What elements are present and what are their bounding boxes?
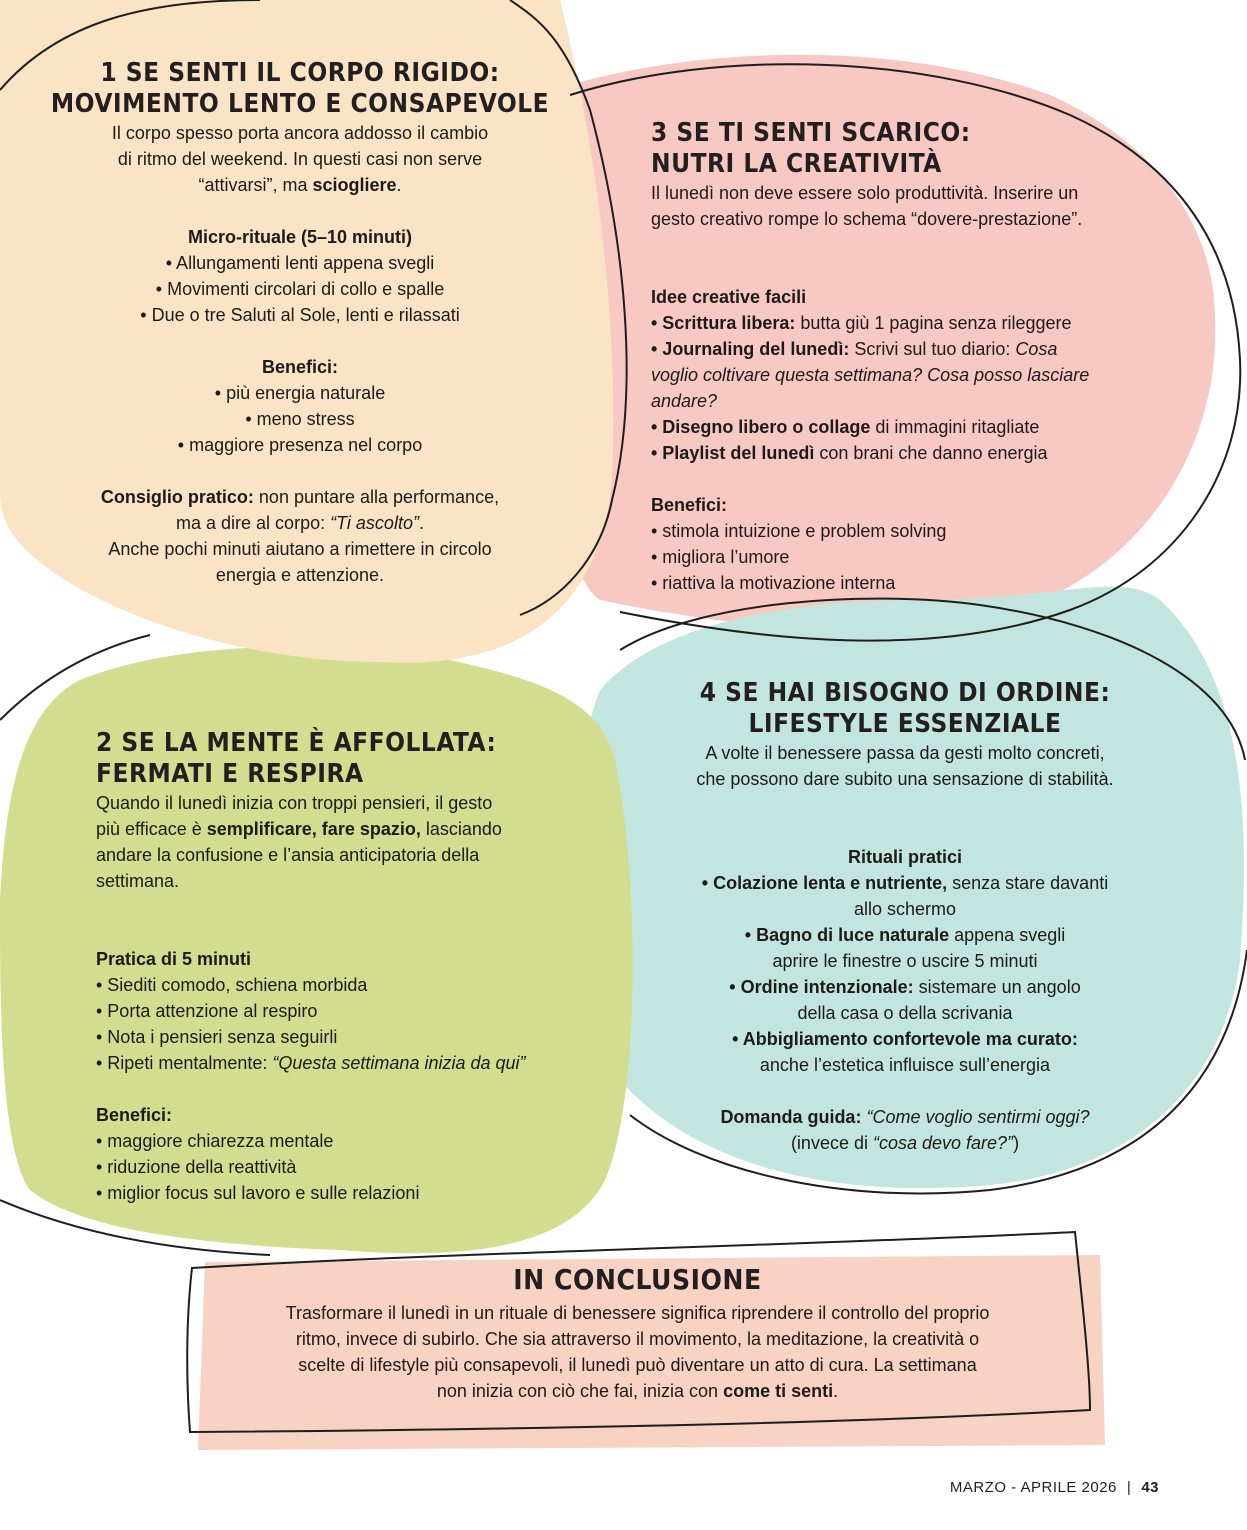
text: (invece di bbox=[790, 1133, 873, 1153]
section-1 bbox=[50, 58, 550, 588]
footer-separator: | bbox=[1126, 1479, 1132, 1496]
text: • Ripeti mentalmente: bbox=[96, 1053, 273, 1073]
tip-line bbox=[50, 510, 550, 536]
conclusion-line bbox=[200, 1378, 1075, 1404]
benefici-heading: Benefici: bbox=[96, 1105, 173, 1125]
idee-heading: Idee creative facili bbox=[651, 287, 807, 307]
conclusion-line: scelte di lifestyle più consapevoli, il lunedì può diventare un atto di cura. La settimana bbox=[298, 1355, 977, 1375]
item-label: • Abbigliamento confortevole ma curato: bbox=[732, 1029, 1078, 1049]
section-2-intro-line: Quando il lunedì inizia con troppi pensieri, il gesto bbox=[96, 793, 493, 813]
text: butta giù 1 pagina senza rileggere bbox=[795, 313, 1072, 333]
section-4 bbox=[650, 678, 1160, 1156]
quote: andare? bbox=[651, 391, 718, 411]
question-label: Domanda guida: bbox=[720, 1107, 862, 1127]
quote: voglio coltivare questa settimana? Cosa posso lasciare bbox=[651, 365, 1090, 385]
list-item: • stimola intuizione e problem solving bbox=[651, 521, 947, 541]
tip-line: energia e attenzione. bbox=[215, 565, 385, 585]
section-2-title-line-1: 2 SE LA MENTE È AFFOLLATA: bbox=[96, 728, 497, 758]
section-2 bbox=[96, 728, 606, 1206]
list-item bbox=[96, 1050, 606, 1076]
list-item-cont: aprire le finestre o uscire 5 minuti bbox=[772, 951, 1038, 971]
text: più efficace è bbox=[96, 819, 207, 839]
list-item: • maggiore chiarezza mentale bbox=[96, 1131, 334, 1151]
text: con brani che danno energia bbox=[814, 443, 1048, 463]
section-2-intro-line bbox=[96, 816, 606, 842]
section-3 bbox=[651, 118, 1161, 596]
list-item: • meno stress bbox=[245, 409, 355, 429]
list-item: • Due o tre Saluti al Sole, lenti e rilassati bbox=[140, 305, 460, 325]
list-item: • Porta attenzione al respiro bbox=[96, 1001, 318, 1021]
section-3-title-line-2: NUTRI LA CREATIVITÀ bbox=[651, 149, 942, 179]
item-label: • Ordine intenzionale: bbox=[729, 977, 914, 997]
text: sistemare un angolo bbox=[913, 977, 1081, 997]
tip-line: Anche pochi minuti aiutano a rimettere in circolo bbox=[108, 539, 492, 559]
conclusion-line: ritmo, invece di subirlo. Che sia attraverso il movimento, la meditazione, la creatività o bbox=[295, 1329, 980, 1349]
tip-line bbox=[50, 484, 550, 510]
section-1-intro-line: di ritmo del weekend. In questi casi non serve bbox=[117, 149, 483, 169]
conclusion-line: Trasformare il lunedì in un rituale di benessere significa riprendere il controllo del proprio bbox=[285, 1303, 990, 1323]
list-item bbox=[650, 870, 1160, 896]
list-item bbox=[651, 414, 1161, 440]
list-item bbox=[651, 336, 1161, 362]
item-label: • Journaling del lunedì: bbox=[651, 339, 850, 359]
section-2-intro-line: andare la confusione e l’ansia anticipatoria della bbox=[96, 845, 480, 865]
list-item-cont: della casa o della scrivania bbox=[797, 1003, 1013, 1023]
list-item: • Allungamenti lenti appena svegli bbox=[165, 253, 435, 273]
quote: “Come voglio sentirmi oggi? bbox=[861, 1107, 1090, 1127]
list-item bbox=[651, 440, 1161, 466]
conclusion bbox=[200, 1262, 1075, 1404]
text: lasciando bbox=[420, 819, 502, 839]
emphasis: semplificare, fare spazio, bbox=[206, 819, 421, 839]
issue-date: MARZO - APRILE 2026 bbox=[949, 1479, 1117, 1496]
conclusion-title: IN CONCLUSIONE bbox=[513, 1263, 762, 1296]
section-1-intro-line bbox=[50, 172, 550, 198]
list-item: • più energia naturale bbox=[214, 383, 386, 403]
text: senza stare davanti bbox=[947, 873, 1109, 893]
text: Scrivi sul tuo diario: bbox=[849, 339, 1016, 359]
quote: “Questa settimana inizia da qui” bbox=[272, 1053, 526, 1073]
quote: Cosa bbox=[1015, 339, 1058, 359]
section-4-title-line-1: 4 SE HAI BISOGNO DI ORDINE: bbox=[699, 678, 1111, 708]
benefici-heading: Benefici: bbox=[651, 495, 728, 515]
list-item: • Siediti comodo, schiena morbida bbox=[96, 975, 368, 995]
list-item-cont bbox=[651, 388, 1161, 414]
rituali-heading: Rituali pratici bbox=[847, 847, 963, 867]
text: non puntare alla performance, bbox=[253, 487, 500, 507]
list-item bbox=[650, 922, 1160, 948]
list-item: • migliora l’umore bbox=[651, 547, 790, 567]
item-label: • Scrittura libera: bbox=[651, 313, 796, 333]
item-label: • Colazione lenta e nutriente, bbox=[701, 873, 948, 893]
text: . bbox=[833, 1381, 839, 1401]
list-item-cont: allo schermo bbox=[853, 899, 957, 919]
page-footer bbox=[950, 1479, 1159, 1496]
list-item bbox=[650, 974, 1160, 1000]
list-item-cont: anche l’estetica influisce sull’energia bbox=[759, 1055, 1051, 1075]
benefici-heading: Benefici: bbox=[261, 357, 339, 377]
micro-rituale-heading: Micro-rituale (5–10 minuti) bbox=[187, 227, 413, 247]
section-3-title-line-1: 3 SE TI SENTI SCARICO: bbox=[651, 118, 971, 148]
list-item: • miglior focus sul lavoro e sulle relazioni bbox=[96, 1183, 420, 1203]
section-2-title-line-2: FERMATI E RESPIRA bbox=[96, 759, 364, 789]
section-4-title-line-2: LIFESTYLE ESSENZIALE bbox=[748, 709, 1062, 739]
section-3-intro-line: Il lunedì non deve essere solo produttività. Inserire un bbox=[651, 183, 1079, 203]
pratica-heading: Pratica di 5 minuti bbox=[96, 949, 252, 969]
tip-label: Consiglio pratico: bbox=[100, 487, 254, 507]
section-4-intro-line: che possono dare subito una sensazione di stabilità. bbox=[696, 769, 1114, 789]
section-1-title-line-1: 1 SE SENTI IL CORPO RIGIDO: bbox=[100, 58, 500, 88]
text: ) bbox=[1013, 1133, 1020, 1153]
text: appena svegli bbox=[949, 925, 1066, 945]
list-item: • Nota i pensieri senza seguirli bbox=[96, 1027, 338, 1047]
question-line bbox=[650, 1130, 1160, 1156]
section-1-intro-line: Il corpo spesso porta ancora addosso il cambio bbox=[111, 123, 489, 143]
section-3-intro-line: gesto creativo rompe lo schema “dovere-prestazione”. bbox=[651, 209, 1083, 229]
text: “attivarsi”, ma bbox=[198, 175, 313, 195]
item-label: • Disegno libero o collage bbox=[651, 417, 871, 437]
emphasis: come ti senti bbox=[723, 1381, 834, 1401]
question-line bbox=[650, 1104, 1160, 1130]
text: non inizia con ciò che fai, inizia con bbox=[436, 1381, 724, 1401]
page-number: 43 bbox=[1141, 1479, 1159, 1496]
text: ma a dire al corpo: bbox=[176, 513, 331, 533]
list-item: • maggiore presenza nel corpo bbox=[177, 435, 423, 455]
quote: “Ti ascolto” bbox=[330, 513, 419, 533]
quote: “cosa devo fare?” bbox=[872, 1133, 1014, 1153]
emphasis: sciogliere bbox=[312, 175, 397, 195]
item-label: • Bagno di luce naturale bbox=[744, 925, 950, 945]
section-2-intro-line: settimana. bbox=[96, 871, 180, 891]
list-item bbox=[650, 1026, 1160, 1052]
text: . bbox=[418, 513, 424, 533]
text: di immagini ritagliate bbox=[870, 417, 1040, 437]
list-item: • riduzione della reattività bbox=[96, 1157, 297, 1177]
item-label: • Playlist del lunedì bbox=[651, 443, 815, 463]
list-item bbox=[651, 310, 1161, 336]
section-4-intro-line: A volte il benessere passa da gesti molto concreti, bbox=[705, 743, 1105, 763]
list-item-cont bbox=[651, 362, 1161, 388]
list-item: • riattiva la motivazione interna bbox=[651, 573, 896, 593]
text: . bbox=[396, 175, 402, 195]
section-1-title-line-2: MOVIMENTO LENTO E CONSAPEVOLE bbox=[50, 89, 550, 119]
list-item: • Movimenti circolari di collo e spalle bbox=[155, 279, 445, 299]
